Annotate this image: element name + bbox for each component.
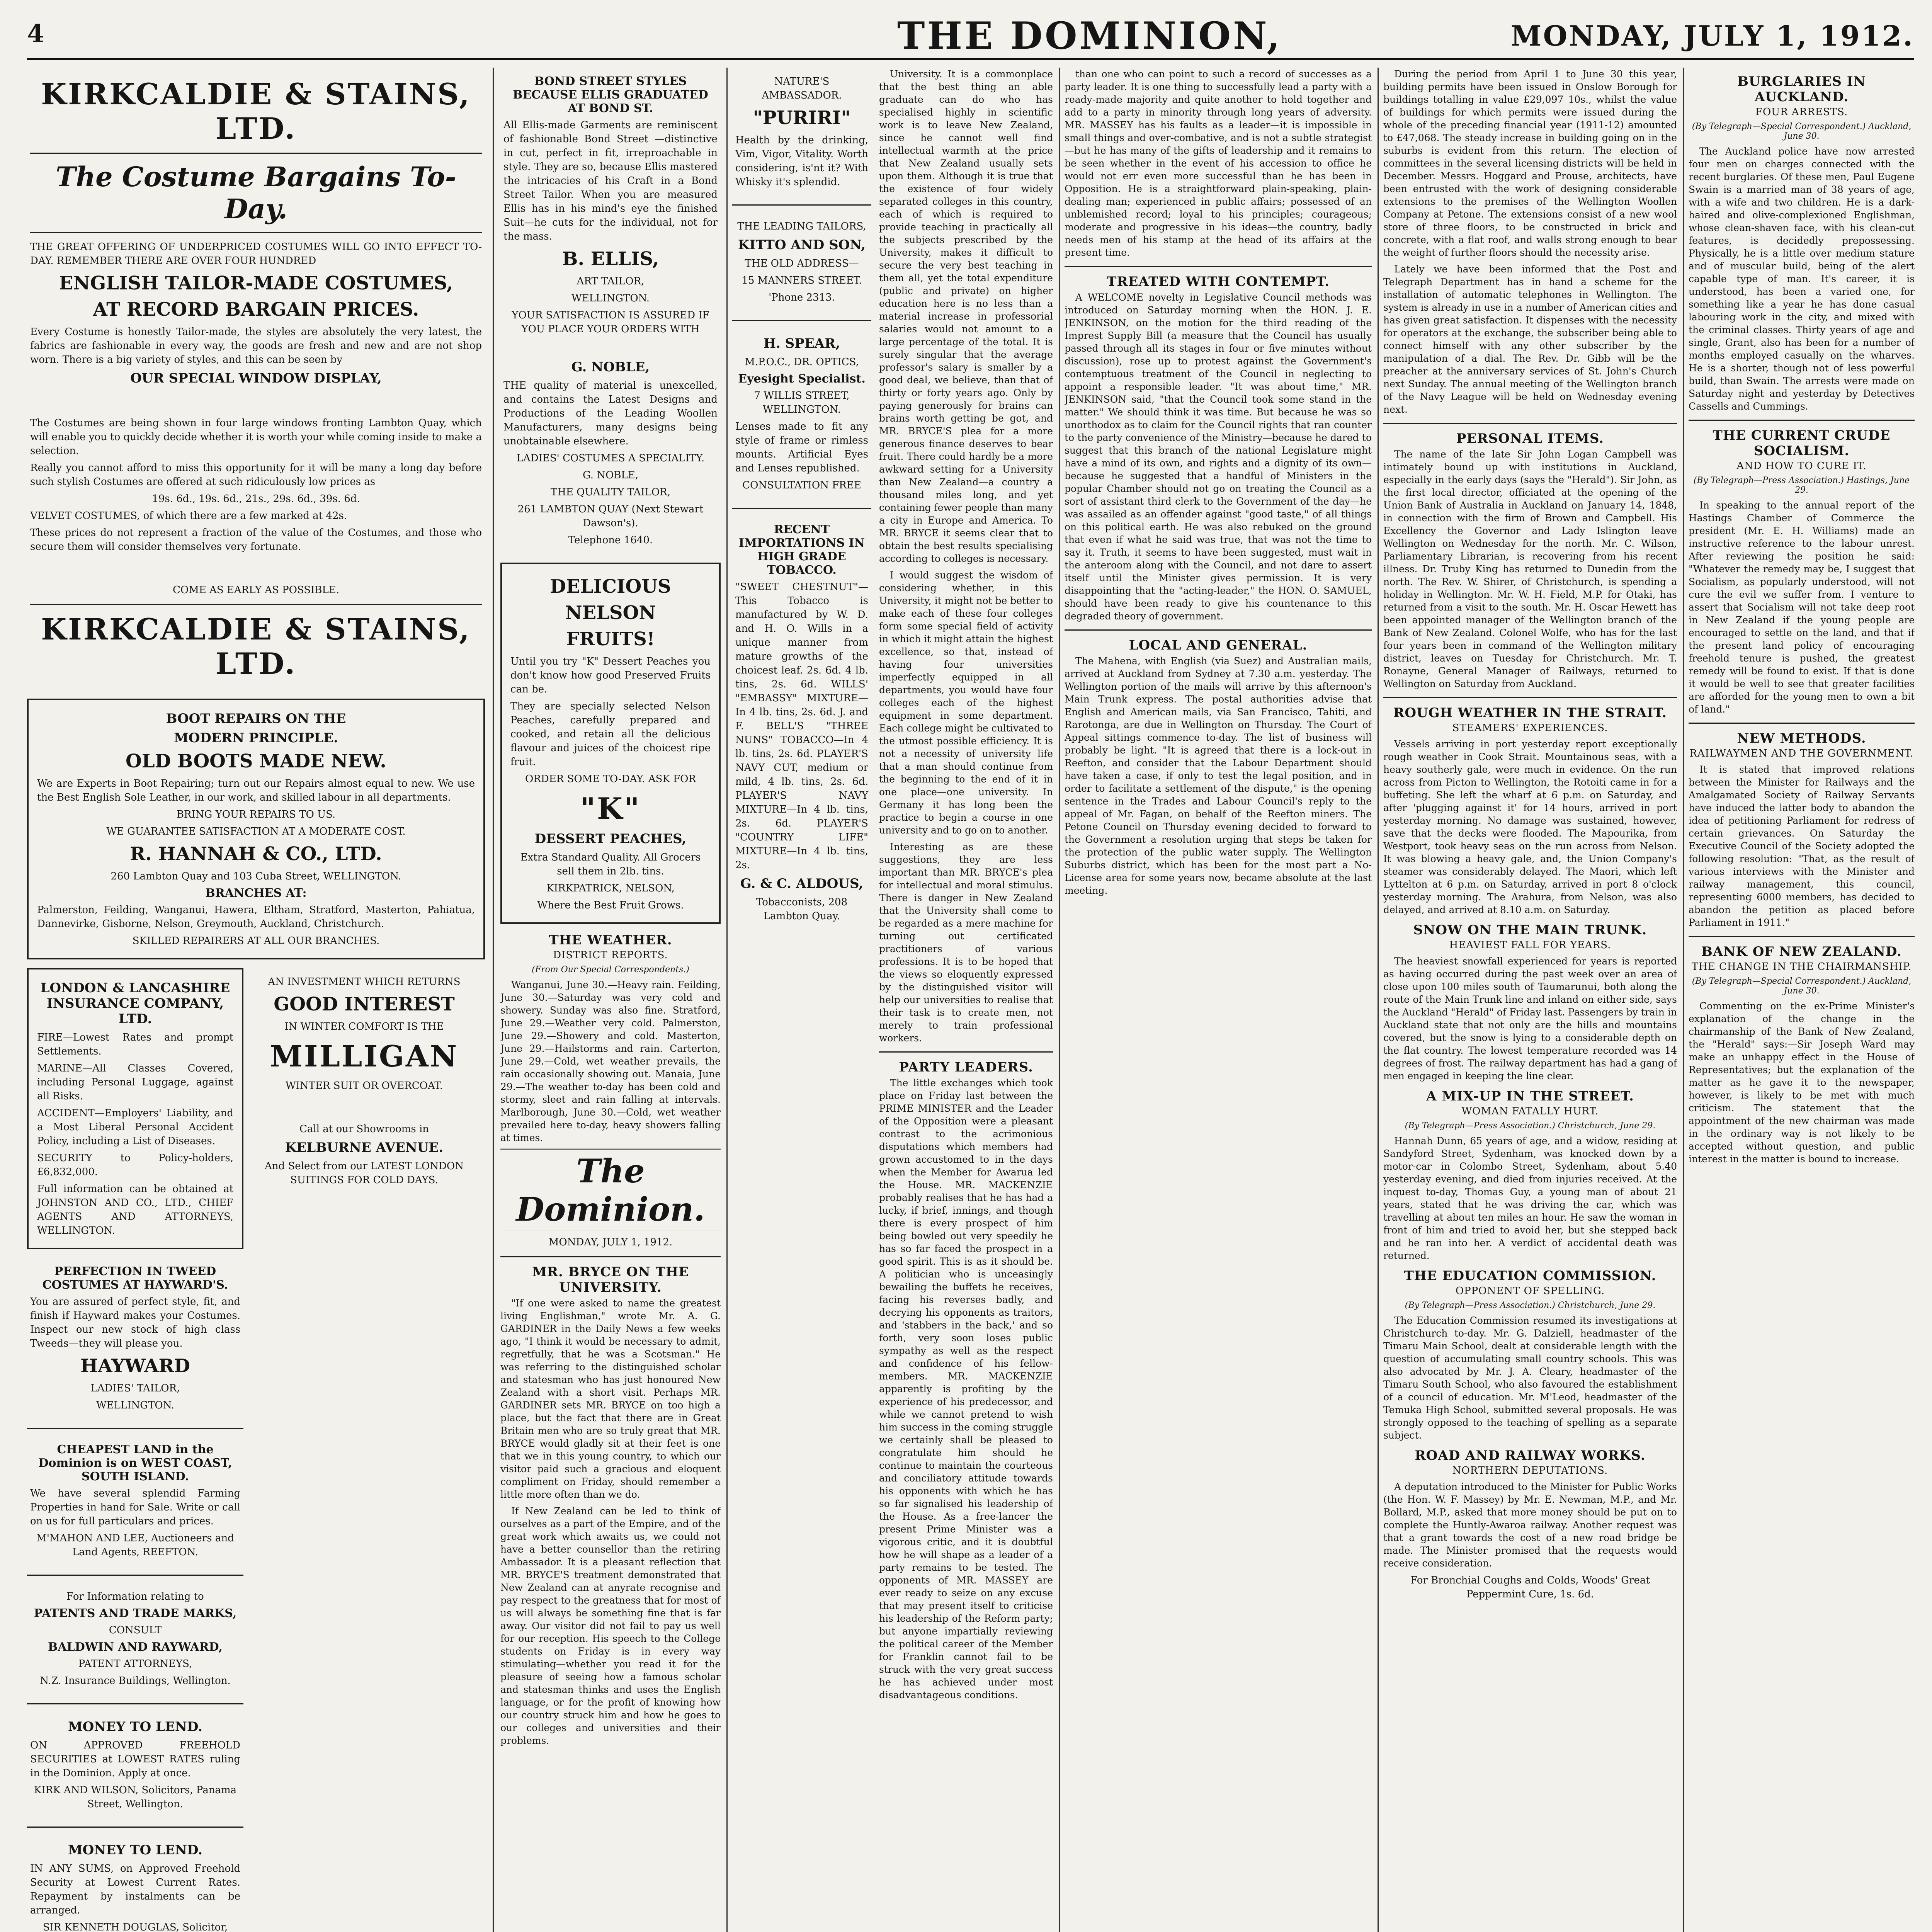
- spear-consult: CONSULTATION FREE: [742, 480, 861, 491]
- spear-address: 7 WILLIS STREET, WELLINGTON.: [754, 390, 850, 415]
- london-lancashire-ad: [27, 968, 243, 1249]
- milligan-intro: AN INVESTMENT WHICH RETURNS: [268, 976, 461, 988]
- burglaries-body: The Auckland police have now arrested four men on charges connected with the recent burglaries. Of these men, Paul Eugene Swain is a married man of 38 years of age, with a wife and two children. He is a dark-haired and olive-complexioned Englishman, whose clean-shaven face, with his clean-cut features, is decidedly prepossessing. Physically, he is a little over medium stature and of muscular build, being of the alert capable type of man. It's career, it is understood, has been a varied one, for something like a year he has done casual labouring work in the city, and mixed with the criminal classes. Thirty years of age and single, Grant, also has been for a number of months employed casually on the wharves. He is a shorter, though not of less powerful build, than Swain. The arrests were made on Saturday night and yesterday by Detectives Cassells and Cummings.: [1689, 146, 1915, 412]
- mixup-body: Hannah Dunn, 65 years of age, and a widow, residing at Sandyford Street, Sydenham, was knocked down by a motor-car in Colombo Street, Sydenham, about 5.40 yesterday evening, and died from injuries received. At the inquest to-day, Thomas Guy, a young man of about 21 years, stated that he was driving the car, which was travelling at about ten miles an hour. He saw the woman in front of him and tried to avoid her, but she stepped back and he ran into her. A verdict of accidental death was returned.: [1383, 1135, 1677, 1261]
- milligan-select: And Select from our LATEST LONDON SUITINGS FOR COLD DAYS.: [265, 1160, 464, 1186]
- milligan-coat: WINTER SUIT OR OVERCOAT.: [285, 1080, 443, 1092]
- kirkcaldie-name: KIRKCALDIE & STAINS, LTD.: [41, 77, 471, 146]
- advert-column-1: [27, 68, 485, 1932]
- advert-column-2: [500, 68, 721, 1932]
- fruit-body-2: They are specially selected Nelson Peaches, carefully prepared and cooked, and retain all the delicious flavour and juices of the choicest ripe fruit.: [510, 701, 711, 768]
- douglas: SIR KENNETH DOUGLAS, Solicitor,: [43, 1922, 228, 1932]
- page-number: 4: [27, 19, 44, 48]
- treated-body: A WELCOME novelty in Legislative Council methods was introduced on Saturday morning when the HON. J. E. JENKINSON, on the motion for the third reading of the Imprest Supply Bill (a measure that the Council has usually passed through all its stages in four or five minutes without discussion), rose up to protest against the Government's contemptuous treatment of the Council in neglecting to appoint a responsible leader. "It was about time," MR. JENKINSON said, "that the Council took some stand in the matter." We should think it was time. But because he was so unorthodox as to claim for the Council rights that ran counter to the party convenience of the Ministry—because he dared to suggest that this branch of the national Legislature might have a mind of its own, and rights and a dignity of its own—because he suggested that a handful of Ministers in the popular Chamber should not go on treating the Council as a sort of assistant third clerk to the Government of the day—he was assailed as an offender against "good taste," of all things on this political earth. He was also rebuked on the ground that even if what he said was true, that was not the time to say it. Truth, it seems to have been suggested, must wait in the anteroom along with the Council, and not dare to assert itself until the Minister gives permission. It is very disappointing that the "acting-leader," the HON. O. SAMUEL, should have been ready to give his countenance to this degraded theory of government.: [1065, 292, 1372, 622]
- column-rule: [1059, 68, 1060, 1932]
- milligan-ad: [251, 968, 477, 1194]
- cheapest-land: CHEAPEST LAND in the Dominion is on WEST COAST, SOUTH ISLAND.: [38, 1443, 232, 1483]
- branches: Palmerston, Feilding, Wanganui, Hawera, Eltham, Stratford, Masterton, Pahiatua, Dannevirke, Gisborne, Nelson, Greymouth, Auckland, Christchurch.: [37, 904, 475, 930]
- burglaries-byline: (By Telegraph—Special Correspondent.) Auckland, June 30.: [1692, 122, 1912, 141]
- ellis-name: B. ELLIS,: [562, 248, 659, 270]
- old-boots: OLD BOOTS MADE NEW.: [126, 750, 386, 772]
- noble-tel: Telephone 1640.: [568, 534, 653, 546]
- london-info: Full information can be obtained at JOHNSTON AND CO., LTD., CHIEF AGENTS AND ATTORNEYS, WELLINGTON.: [37, 1183, 233, 1236]
- bryce-body-2: If New Zealand can be led to think of ourselves as a part of the Empire, and of the great work which awaits us, we could not have a better counsellor than the retiring Ambassador. It is a pleasant reflection that MR. BRYCE'S treatment demonstrated that New Zealand can at anyrate recognise and pay respect to the greatness that for most of us will always be something fine that is far away. Our visitor did not fail to pay us well for our reception. His speech to the College students on Friday is in every way stimulating—whether you read it for the pleasure of seeing how a famous scholar and statesman thinks and uses the English language, or for the profit of knowing how our country struck him and how he goes to our colleges and universities and their problems.: [500, 1505, 721, 1746]
- divider: [30, 153, 482, 154]
- weather-sub: DISTRICT REPORTS.: [553, 949, 668, 961]
- london-fire: FIRE—Lowest Rates and prompt Settlements.: [37, 1032, 233, 1057]
- fruit-dessert: DESSERT PEACHES,: [534, 831, 687, 847]
- weather-body: Wanganui, June 30.—Heavy rain. Feilding, June 30.—Saturday was very cold and showery. Sunday was also fine. Stratford, June 29.—Weather very cold. Palmerston, June 29.—Showery and cold. Masterton, June 29.—Hailstorms and rain. Carterton, June 29.—Cold, wet weather prevails, the rain occasionally showing out. Manaia, June 29.—The weather to-day has been cold and stormy, sleet and rain falling at intervals. Marlborough, June 30.—Cold, wet weather prevailed here to-day, heavy showers falling at times.: [500, 979, 721, 1143]
- noble-body: THE quality of material is unexcelled, and contains the Latest Designs and Productions of the Leading Woollen Manufacturers, many designs being unobtainable elsewhere.: [503, 380, 718, 447]
- money-to-lend-ad: [27, 1711, 243, 1818]
- rough-weather-body: Vessels arriving in port yesterday report exceptionally rough weather in Cook Strait. Mountainous seas, with a heavy southerly gale, were much in evidence. On the run across from Picton to Wellington, the Rotoiti came in for a buffeting. She left the wharf at 6 p.m. on Saturday, and after 'plugging against it' for 14 hours, arrived in port yesterday morning. No damage was sustained, however, save that the decks were flooded. The Mapourika, from Westport, took heavy seas on the run across from Nelson. It was blowing a heavy gale, and, the Union Company's steamer was considerably delayed. The Maori, which left Lyttelton at 6 p.m. on Saturday, arrived in port 8 o'clock yesterday morning. The Arahura, from Nelson, was also delayed, and arrived at 8.10 a.m. on Saturday.: [1383, 738, 1677, 915]
- milligan-call: Call at our Showrooms in: [299, 1123, 429, 1135]
- local-news-body: Lately we have been informed that the Post and Telegraph Department has in hand a scheme for the installation of automatic telephones in Wellington. The system is already in use in a number of American cities and has given great satisfaction. It dispenses with the necessity for operators at the exchange, the subscriber being able to connect himself with any other subscriber by the manipulation of a dial. The Rev. Dr. Gibb will be the preacher at the anniversary services of St. John's Church next Sunday. The annual meeting of the Wellington branch of the Navy League will be held on Wednesday evening next.: [1383, 264, 1677, 415]
- treated-heading: TREATED WITH CONTEMPT.: [1107, 274, 1330, 289]
- massey-body: than one who can point to such a record of successes as a party leader. It is one thing to successfully lead a party with a ready-made majority and quite another to hold together and add to a party in minority through long years of adversity. MR. MASSEY has his faults as a leader—it is impossible in small things and over-combative, and is not a subtle strategist—but he has many of the gifts of leadership and it remains to be seen whether in the event of his accession to office he would not err even more successful than he has been in Opposition. He is a straightforward plain-speaking, plain-dealing man; experienced in public affairs; possessed of an unblemished record; loyal to his principles; courageous; moderate and progressive in his ideas—the country, badly needs men of his stamp at the head of its affairs at the present time.: [1065, 68, 1372, 258]
- divider: [500, 1256, 721, 1257]
- kitto-address: THE OLD ADDRESS—: [745, 258, 859, 269]
- fruit-order: ORDER SOME TO-DAY. ASK FOR: [525, 773, 696, 785]
- tobacco-ad: [732, 516, 871, 930]
- peppermint-cure-ad: For Bronchial Coughs and Colds, Woods' Great Peppermint Cure, 1s. 6d.: [1410, 1575, 1650, 1600]
- money-to-lend: MONEY TO LEND.: [68, 1719, 203, 1735]
- hayward-trade: LADIES' TAILOR,: [90, 1383, 180, 1394]
- fruit-body: Until you try "K" Dessert Peaches you don't know how good Preserved Fruits can be.: [510, 656, 711, 695]
- kirkpatrick-sub: Where the Best Fruit Grows.: [537, 900, 684, 911]
- mmahon-lee: M'MAHON AND LEE, Auctioneers and Land Agents, REEFTON.: [36, 1532, 234, 1558]
- kitto-tel: 'Phone 2313.: [769, 292, 835, 303]
- divider: [27, 1703, 243, 1704]
- noble-ladies: LADIES' COSTUMES A SPECIALITY.: [516, 452, 705, 464]
- kitto-ad: [732, 213, 871, 311]
- masthead: [27, 12, 1914, 60]
- puriri-name: "PURIRI": [753, 107, 851, 129]
- fruit-fruits: FRUITS!: [566, 628, 655, 650]
- noble-ad: [500, 352, 721, 554]
- snow-heading: SNOW ON THE MAIN TRUNK.: [1413, 922, 1647, 938]
- kirkcaldie-name-footer: KIRKCALDIE & STAINS, LTD.: [41, 612, 471, 681]
- window-display: OUR SPECIAL WINDOW DISPLAY,: [130, 371, 382, 386]
- rough-weather-heading: ROUGH WEATHER IN THE STRAIT.: [1393, 705, 1667, 721]
- hayward-city: WELLINGTON.: [96, 1400, 175, 1411]
- railway-works-heading: ROAD AND RAILWAY WORKS.: [1415, 1448, 1646, 1463]
- milligan-street: KELBURNE AVENUE.: [285, 1140, 444, 1155]
- divider: [1689, 723, 1915, 724]
- london-name: LONDON & LANCASHIRE INSURANCE COMPANY, LTD.: [40, 980, 230, 1027]
- bank-nz-sub: THE CHANGE IN THE CHAIRMANSHIP.: [1691, 961, 1912, 973]
- news-column-2: [1689, 68, 1915, 1932]
- dominion-date: MONDAY, JULY 1, 1912.: [548, 1236, 673, 1248]
- hannah-name: R. HANNAH & CO., LTD.: [130, 843, 382, 865]
- costume-headline: The Costume Bargains To-Day.: [56, 161, 456, 225]
- patents-intro: For Information relating to: [66, 1591, 204, 1602]
- puriri-title: NATURE'S AMBASSADOR.: [762, 76, 842, 101]
- spear-quals: M.P.O.C., DR. OPTICS,: [745, 356, 859, 368]
- velvet-costumes: VELVET COSTUMES, of which there are a few marked at 42s.: [30, 510, 347, 522]
- divider: [879, 1051, 1053, 1053]
- branches-label: BRANCHES AT:: [205, 886, 307, 900]
- hannah-address: 260 Lambton Quay and 103 Cuba Street, WELLINGTON.: [111, 871, 401, 882]
- socialism-body: In speaking to the annual report of the Hastings Chamber of Commerce the president (Mr. E. H. Williams) made an instructive reference to the labour unrest. After reviewing the position he said: "Whatever the remedy may be, I suggest that Socialism, as popularly understood, will not cure the evil we suffer from. I venture to assert that Socialism will not take deep root in New Zealand if the young people are encouraged to settle on the land, and that if the present land policy of encouraging freehold tenure is pushed, the greatest remedy will be found to exist. If that is done it would be well to see that greater facilities are afforded for the young men to own a bit of land.": [1689, 500, 1915, 715]
- money-body: ON APPROVED FREEHOLD SECURITIES at LOWEST RATES ruling in the Dominion. Apply at once.: [30, 1740, 240, 1779]
- education-byline: (By Telegraph—Press Association.) Christchurch, June 29.: [1405, 1301, 1656, 1310]
- milligan-good: GOOD INTEREST: [274, 993, 455, 1015]
- english-costumes: ENGLISH TAILOR-MADE COSTUMES,: [59, 272, 453, 294]
- kirkcaldie-costume-ad: [27, 68, 485, 690]
- money2-body: IN ANY SUMS, on Approved Freehold Security at Lowest Current Rates. Repayment by instalments can be arranged.: [30, 1863, 240, 1916]
- nelson-fruit-ad: [500, 563, 721, 924]
- milligan-comfort: IN WINTER COMFORT IS THE: [284, 1021, 444, 1032]
- mixup-sub: WOMAN FATALLY HURT.: [1461, 1105, 1599, 1117]
- hannah-boot-ad: [27, 699, 485, 959]
- spear-body: Lenses made to fit any style of frame or rimless mounts. Artificial Eyes and Lenses republished.: [735, 421, 868, 474]
- velvet-body: These prices do not represent a fraction of the value of the Costumes, and those who secure them will consider themselves very fortunate.: [30, 527, 482, 553]
- spear-trade: Eyesight Specialist.: [738, 372, 866, 386]
- kirkpatrick: KIRKPATRICK, NELSON,: [546, 883, 675, 894]
- hayward-body: You are assured of perfect style, fit, and finish if Hayward makes your Costumes. Inspect our new stock of high class Tweeds—they will please you.: [30, 1296, 240, 1349]
- patents-ad: [27, 1583, 243, 1695]
- railway-works-body: A deputation introduced to the Minister for Public Works (the Hon. W. F. Massey) by Mr. E. Newman, M.P., and Mr. Bollard, M.P., asked that more money should be put on to complete the Huntly-Awaroa railway. Another request was that a grant towards the cost of a new road bridge be made. The Minister promised that the requests would receive consideration.: [1383, 1481, 1677, 1569]
- record-prices: AT RECORD BARGAIN PRICES.: [93, 299, 419, 320]
- london-marine: MARINE—All Classes Covered, including Personal Luggage, against all Risks.: [37, 1063, 233, 1102]
- divider: [1383, 423, 1677, 424]
- aldous-address: Tobacconists, 208 Lambton Quay.: [756, 896, 848, 922]
- burglaries-heading: BURGLARIES IN AUCKLAND.: [1737, 74, 1866, 105]
- west-coast-land-ad: [27, 1436, 243, 1566]
- tobacco-body: "SWEET CHESTNUT"—This Tobacco is manufactured by W. D. and H. O. Wills in a unique manner from mature growths of the choicest leaf. 2s. 6d. 4 lb. tins, 2s. 6d. WILLS' "EMBASSY" MIXTURE—In 4 lb. tins, 2s. 6d. J. and F. BELL'S "THREE NUNS" TOBACCO—In 4 lb. tins, 2s. 6d. PLAYER'S NAVY CUT, medium or mild, 4 lb. tins, 2s. 6d. PLAYER'S NAVY MIXTURE—In 4 lb. tins, 2s. 6d. PLAYER'S "COUNTRY LIFE" MIXTURE—In 4 lb. tins, 2s.: [735, 581, 868, 871]
- divider: [732, 204, 871, 206]
- prices-intro: Really you cannot afford to miss this opportunity for it will be many a long day before such stylish Costumes are offered at such ridiculously low prices as: [30, 462, 482, 488]
- column-rule: [1683, 68, 1684, 1932]
- fruit-k: "K": [580, 791, 641, 826]
- local-general-heading: LOCAL AND GENERAL.: [1129, 638, 1308, 653]
- divider: [732, 508, 871, 509]
- guarantee: WE GUARANTEE SATISFACTION AT A MODERATE COST.: [106, 826, 406, 837]
- hayward-ad: [27, 1258, 243, 1419]
- patent-attorneys: PATENT ATTORNEYS,: [78, 1658, 192, 1670]
- university-body-1: University. It is a commonplace that the best thing an able graduate can do who has specialised highly in scientific work is to leave New Zealand, since he cannot well find intellectual warmth at the price that New Zealand usually sets upon them. Although it is true that the existence of four widely separated colleges in this country, each of which is required to provide teaching in practically all the subjects prescribed by the University, makes it difficult to secure the very best teaching in them all, yet the total expenditure (public and private) on higher education here is no less than a material increase in professorial salaries would not amount to a large percentage of the total. It is surely singular that the average professor's salary is smaller by a good deal, we believe, than that of thirty or forty years ago. Only by paying generously for brains can brains worth getting be got, and MR. BRYCE'S plea for a more generous finance deserves to bear fruit. There could hardly be a more awkward setting for a University than New Zealand—a country a thousand miles long, and yet containing fewer people than many a city in Europe and America. To MR. BRYCE it seems clear that to obtain the best results specialising according to colleges is necessary.: [879, 68, 1053, 564]
- spear-name: H. SPEAR,: [763, 336, 840, 351]
- divider: [732, 320, 871, 321]
- fruit-quality: Extra Standard Quality. All Grocers sell them in 2lb. tins.: [520, 852, 701, 877]
- boot-title: BOOT REPAIRS ON THE: [166, 711, 346, 726]
- education-body: The Education Commission resumed its investigations at Christchurch to-day. Mr. G. Dalziell, headmaster of the Timaru Main School, dealt at considerable length with the question of accumulating small country schools. This was also advocated by Mr. J. A. Cleary, headmaster of the Timaru South School, who also favoured the establishment of a council of education. Mr. M'Leod, headmaster of the Temuka High School, submitted several proposals. He was strongly opposed to the teaching of spelling as a separate subject.: [1383, 1315, 1677, 1441]
- aldous-name: G. & C. ALDOUS,: [740, 876, 864, 891]
- london-accident: ACCIDENT—Employers' Liability, and a Most Liberal Personal Accident Policy, including a List of Diseases.: [37, 1107, 233, 1147]
- socialism-heading: THE CURRENT CRUDE SOCIALISM.: [1713, 428, 1891, 459]
- boot-body: We are Experts in Boot Repairing; turn out our Repairs almost equal to new. We use the Best English Sole Leather, in our work, and skilled labour in all departments.: [37, 778, 475, 803]
- tobacco-title: RECENT IMPORTATIONS IN HIGH GRADE TOBACCO.: [738, 523, 865, 577]
- education-sub: OPPONENT OF SPELLING.: [1455, 1285, 1605, 1297]
- divider: [1065, 266, 1372, 267]
- noble-address: 261 LAMBTON QUAY (Next Stewart Dawson's).: [517, 503, 704, 529]
- issue-date: MONDAY, JULY 1, 1912.: [1510, 19, 1914, 52]
- bank-nz-heading: BANK OF NEW ZEALAND.: [1701, 944, 1902, 959]
- divider: [1383, 697, 1677, 698]
- divider: [1065, 629, 1372, 631]
- mixup-byline: (By Telegraph—Press Association.) Christchurch, June 29.: [1405, 1121, 1656, 1131]
- fruit-delicious: DELICIOUS: [550, 576, 671, 597]
- london-security: SECURITY to Policy-holders, £6,832,000.: [37, 1152, 233, 1178]
- divider: [27, 1428, 243, 1429]
- dominion-flag: The Dominion.: [500, 1148, 721, 1232]
- bond-body: All Ellis-made Garments are reminiscent of fashionable Bond Street —distinctive in cut, perfect in fit, irreproachable in style. They are so, because Ellis mastered the intricacies of his Craft in a Bond Street Tailor. When you are measured Ellis has in his mind's eye the finished Suit—he cuts for the individual, not for the mass.: [503, 119, 718, 242]
- boot-title-2: MODERN PRINCIPLE.: [174, 730, 338, 746]
- display-body: The Costumes are being shown in four large windows fronting Lambton Quay, which will enable you to quickly decide whether it is worth your while coming inside to make a selection.: [30, 417, 482, 457]
- rough-weather-sub: STEAMERS' EXPERIENCES.: [1452, 722, 1608, 734]
- socialism-byline: (By Telegraph—Press Association.) Hastings, June 29.: [1693, 476, 1910, 495]
- column-rule: [493, 68, 494, 1932]
- divider: [1689, 936, 1915, 937]
- baldwin-rayward: BALDWIN AND RAYWARD,: [48, 1640, 223, 1654]
- party-leaders-body: The little exchanges which took place on Friday last between the PRIME MINISTER and the Leader of the Opposition were a pleasant contrast to the acrimonious disputations which members had grown accustomed to in the days when the Member for Awarua led the House. MR. MACKENZIE probably realises that he has had a lucky, if brief, innings, and though there is every prospect of him being bowled out very speedily he has so far faced the prospect in a good spirit. This is as it should be. A politician who is unceasingly bewailing the buffets he receives, facing his reverses badly, and decrying his opponents as traitors, and 'stabbers in the back,' and so forth, very soon loses public sympathy as well as the respect and confidence of his fellow-members. MR. MACKENZIE apparently is profiting by the experience of his predecessor, and while we cannot pretend to wish him success in the coming struggle we certainly shall be pleased to congratulate him should he continue to maintain the courteous and conciliatory attitude towards his opponents with which he has so far signalised his leadership of the House. As a free-lancer the present Prime Minister was a vigorous critic, and it is doubtful how he will shape as a leader of a party remains to be tested. The opponents of MR. MASSEY are ever ready to seize on any excuse that may present itself to criticise his leadership of the Reform party; but anyone impartially reviewing the political career of the Member for Franklin cannot fail to be struck with the very great success he has achieved under most disadvantageous conditions.: [879, 1077, 1053, 1701]
- price-list: 19s. 6d., 19s. 6d., 21s., 29s. 6d., 39s. 6d.: [152, 493, 360, 505]
- weather-byline: (From Our Special Correspondents.): [532, 965, 689, 975]
- bryce-heading: MR. BRYCE ON THE UNIVERSITY.: [532, 1264, 689, 1295]
- news-column: [1383, 68, 1677, 1932]
- costume-body: Every Costume is honestly Tailor-made, the styles are absolutely the very latest, the fabrics are fashionable in every way, the goods are fresh and new and are not shop worn. There is a big variety of styles, and this can be seen by: [30, 326, 482, 366]
- puriri-ad: [732, 68, 871, 196]
- ellis-foot: YOUR SATISFACTION IS ASSURED IF YOU PLACE YOUR ORDERS WITH: [512, 310, 709, 335]
- noble-name-2: G. NOBLE,: [582, 469, 639, 481]
- personal-items-body: The name of the late Sir John Logan Campbell was intimately bound up with institutions in Auckland, especially in the early days (says the "Herald"). Sir John, as the first local director, officiated at the opening of the Union Bank of Australia in Auckland on January 14, 1848, in connection with the firm of Brown and Campbell. His Excellency the Governor and Lady Islington leave Wellington on Wednesday for the north. Mr. C. Wilson, Parliamentary Librarian, is recovering from his recent illness. Dr. Truby King has returned to Dunedin from the north. The Rev. W. Shirer, of Christchurch, is spending a holiday in Wellington. Mr. W. H. Field, M.P. for Otaki, has returned from a visit to the south. Mr. H. Oscar Hewett has been appointed manager of the Wellington branch of the Bank of New Zealand. Colonel Wolfe, who has for the last four years been in command of the Wellington military district, leaves on Tuesday for Christchurch. Mr. T. Ronayne, General Manager of Railways, returned to Wellington on Saturday from Auckland.: [1383, 449, 1677, 689]
- mixup-heading: A MIX-UP IN THE STREET.: [1426, 1088, 1634, 1104]
- noble-shop: THE QUALITY TAILOR,: [550, 486, 671, 498]
- editorial-column: [732, 68, 1053, 1932]
- personal-items-heading: PERSONAL ITEMS.: [1456, 431, 1604, 446]
- milligan-name: MILLIGAN: [270, 1039, 459, 1073]
- kitto-street: 15 MANNERS STREET.: [742, 275, 862, 286]
- burglaries-sub: FOUR ARRESTS.: [1755, 106, 1848, 118]
- puriri-body: Health by the drinking, Vim, Vigor, Vitality. Worth considering, is'nt it? With Whisky it's splendid.: [735, 134, 868, 188]
- university-body-3: Interesting as are these suggestions, they are less important than MR. BRYCE's plea for intellectual and moral stimulus. There is danger in New Zealand that the University shall come to be regarded as a mere machine for turning out certificated practitioners of various professions. It is to be hoped that the views so eloquently expressed by the distinguished visitor will help our universities to realise that their task is to create men, not merely to train professional workers.: [879, 841, 1053, 1044]
- column-rule: [726, 68, 728, 1932]
- snow-body: The heaviest snowfall experienced for years is reported as having occurred during the past week over an area of close upon 100 miles south of Taumarunui, both along the route of the Main Trunk line and inland on either side, says the Auckland "Herald" of Friday last. Passengers by train in Auckland state that not only are the hills and mountains covered, but the snow is lying to a considerable depth on the flat country. The lowest temperature recorded was 14 degrees of frost. The railway department has had a gang of men engaged in keeping the line clear.: [1383, 956, 1677, 1082]
- ellis-city: WELLINGTON.: [571, 293, 650, 304]
- cheapest-body: We have several splendid Farming Properties in hand for Sale. Write or call on us for full particulars and prices.: [30, 1488, 240, 1527]
- bank-nz-byline: (By Telegraph—Special Correspondent.) Auckland, June 30.: [1692, 976, 1912, 996]
- bond-title: BOND STREET STYLES BECAUSE ELLIS GRADUATED AT BOND ST.: [513, 75, 708, 115]
- party-leaders-heading: PARTY LEADERS.: [899, 1060, 1033, 1075]
- snow-sub: HEAVIEST FALL FOR YEARS.: [1449, 939, 1611, 951]
- divider: [27, 1575, 243, 1576]
- ellis-ad: [500, 68, 721, 343]
- editorial-column-2: [1065, 68, 1372, 1932]
- ellis-trade: ART TAILOR,: [577, 276, 645, 287]
- socialism-sub: AND HOW TO CURE IT.: [1736, 460, 1867, 472]
- railway-works-sub: NORTHERN DEPUTATIONS.: [1452, 1465, 1608, 1476]
- patents-title: PATENTS AND TRADE MARKS,: [34, 1607, 237, 1620]
- new-methods-sub: RAILWAYMEN AND THE GOVERNMENT.: [1689, 748, 1914, 759]
- divider: [30, 604, 482, 605]
- fruit-nelson: NELSON: [565, 602, 656, 624]
- bank-nz-body: Commenting on the ex-Prime Minister's explanation of the change in the chairmanship of the Bank of New Zealand, the "Herald" says:—Sir Joseph Ward may make an unhappy effect in the House of Representatives; but the explanation of the matter as he gave it to the newspaper, however, is likely to be met with much criticism. The statement that the appointment of the new chairman was made in the ordinary way is not likely to be accepted without question, and public interest in the matter is bound to increase.: [1689, 1000, 1915, 1165]
- building-permits-body: During the period from April 1 to June 30 this year, building permits have been issued in Onslow Borough for buildings totalling in value £29,097 10s., whilst the value of buildings for which permits were issued during the whole of the preceding financial year (1911-12) amounted to £47,068. The steady increase in building going on in the suburbs is evident from this return. The election of committees in the several licensing districts will be held in December. Messrs. Hoggard and Prouse, architects, have been entrusted with the work of designing considerable extensions to the premises of the Wellington Woollen Company at Petone. The extensions consist of a new wool store of three floors, to be constructed in brick and concrete, with a flat roof, and walls strong enough to bear the weight of further floors should the necessity arise.: [1383, 68, 1677, 258]
- hayward-title: PERFECTION IN TWEED COSTUMES AT HAYWARD'S.: [42, 1265, 228, 1292]
- university-body-2: I would suggest the wisdom of considering whether, in this University, it might not be better to make each of these four colleges form some special field of activity in which it might attain the highest excellence, so that, instead of having four universities imperfectly equipped in all departments, you would have four colleges each of the highest equipment in some department. Each college might be cultivated to the utmost possible efficiency. It is not a necessity of university life that a man should continue from the beginning to the end of it in one place—one university. In Germany it has long been the practice to begin a course in one university and to go on to another.: [879, 570, 1053, 836]
- divider: [27, 1827, 243, 1828]
- noble-name: G. NOBLE,: [571, 359, 650, 375]
- consult: CONSULT: [109, 1624, 162, 1636]
- divider: [1689, 420, 1915, 421]
- bring-repairs: BRING YOUR REPAIRS TO US.: [176, 809, 336, 820]
- skilled-repairers: SKILLED REPAIRERS AT ALL OUR BRANCHES.: [132, 935, 380, 947]
- come-early: COME AS EARLY AS POSSIBLE.: [172, 584, 339, 596]
- hayward-name: HAYWARD: [80, 1355, 190, 1377]
- newspaper-title: THE DOMINION,: [897, 14, 1282, 58]
- money-to-lend-2: MONEY TO LEND.: [68, 1842, 203, 1858]
- kirk-wilson: KIRK AND WILSON, Solicitors, Panama Street, Wellington.: [34, 1784, 237, 1810]
- money-to-lend-ad-2: [27, 1835, 243, 1932]
- nz-insurance-buildings: N.Z. Insurance Buildings, Wellington.: [40, 1675, 231, 1687]
- kitto-intro: THE LEADING TAILORS,: [737, 221, 866, 232]
- column-rule: [1378, 68, 1379, 1932]
- spear-ad: [732, 328, 871, 499]
- new-methods-body: It is stated that improved relations between the Minister for Railways and the Amalgamated Society of Railway Servants have induced the latter body to abandon the idea of petitioning Parliament for redress of certain grievances. On Saturday the Executive Council of the Society adopted the following resolution: "That, as the result of various interviews with the Minister and railway management, this council, representing 6000 members, has decided to abandon the petition as placed before Parliament in 1911.": [1689, 764, 1915, 928]
- local-general-body: The Mahena, with English (via Suez) and Australian mails, arrived at Auckland from Sydney at 7.30 a.m. yesterday. The Wellington portion of the mails will arrive by this afternoon's Main Trunk express. The postal authorities advise that English and American mails, via San Francisco, Tahiti, and Rarotonga, are due in Wellington on Thursday. The Court of Appeal sittings commence to-day. The list of business will probably be light. "It is agreed that there is a lock-out in Reefton, and consider that the Labour Department should have taken a case, if only to test the legal position, and in order to facilitate a settlement of the dispute," is the opening sentence in the Trades and Labour Council's reply to the appeal of Mr. Fagan, on behalf of the Reefton miners. The Petone Council on Thursday evening decided to forward to the Government a resolution urging that steps be taken for the protection of the public water supply. The Wellington Suburbs district, which has been for the most part a No-License area for some years now, became absolute at the last meeting.: [1065, 655, 1372, 896]
- new-methods-heading: NEW METHODS.: [1737, 731, 1866, 746]
- bryce-body-1: "If one were asked to name the greatest living Englishman," wrote Mr. A. G. GARDINER in the Daily News a few weeks ago, "I think it would be necessary to admit, regretfully, that he was a Scotsman." He was referring to the distinguished scholar and statesman who has just honoured New Zealand with a short visit. Perhaps MR. GARDINER sets MR. BRYCE on too high a place, but the fact that there are in Great Britain men who are so truly great that MR. BRYCE would gladly sit at their feet is one that we in this young country, to which our visitor paid such a gracious and eloquent compliment on Friday, should remember a little more often than we do.: [500, 1298, 721, 1500]
- weather-heading: THE WEATHER.: [549, 932, 672, 948]
- kitto-name: KITTO AND SON,: [738, 237, 866, 253]
- education-heading: THE EDUCATION COMMISSION.: [1404, 1268, 1656, 1284]
- costume-intro: THE GREAT OFFERING OF UNDERPRICED COSTUMES WILL GO INTO EFFECT TO-DAY. REMEMBER THERE ARE OVER FOUR HUNDRED: [30, 241, 482, 267]
- divider: [30, 232, 482, 233]
